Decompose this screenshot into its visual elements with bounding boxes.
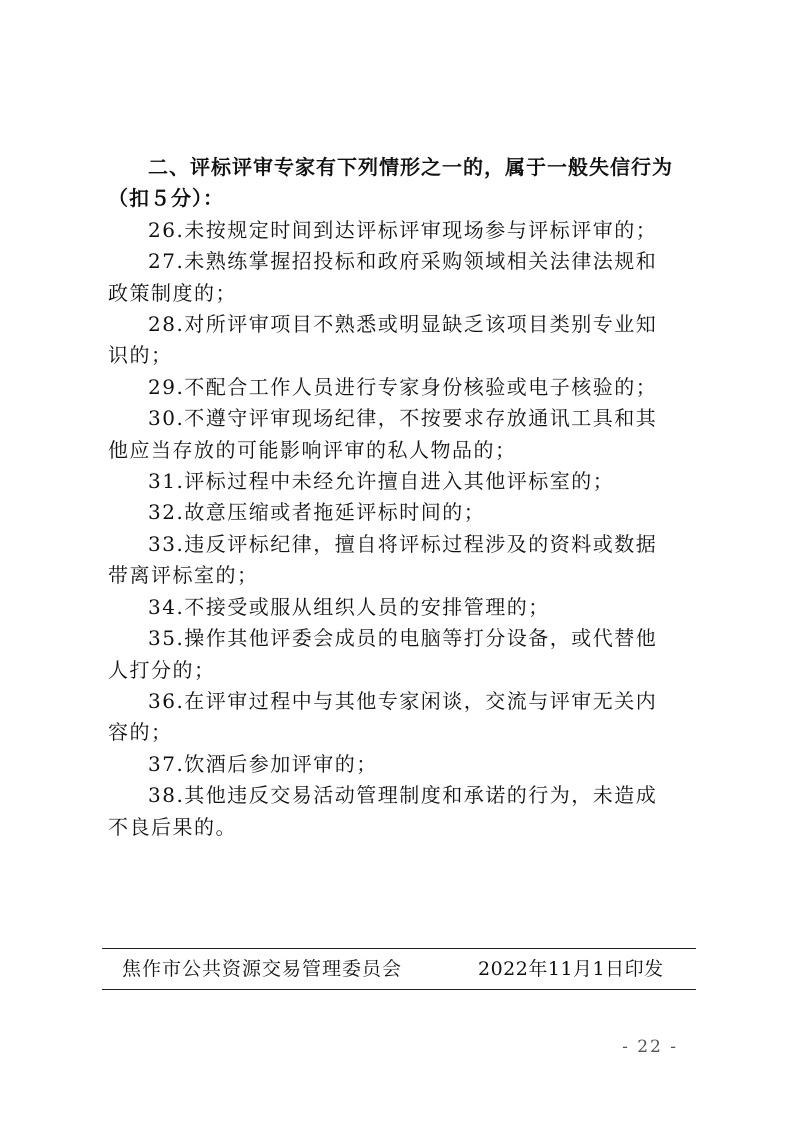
- list-item: 36.在评审过程中与其他专家闲谈，交流与评审无关内容的；: [108, 688, 658, 745]
- list-item: 27.未熟练掌握招投标和政府采购领域相关法律法规和政策制度的；: [108, 249, 658, 305]
- footer-top-rule: [102, 948, 696, 949]
- list-item: 29.不配合工作人员进行专家身份核验或电子核验的；: [148, 374, 658, 399]
- list-item: 34.不接受或服从组织人员的安排管理的；: [148, 594, 550, 619]
- list-item: 37.饮酒后参加评审的；: [148, 751, 378, 776]
- list-item: 38.其他违反交易活动管理制度和承诺的行为，未造成不良后果的。: [108, 783, 658, 839]
- list-item: 33.违反评标纪律，擅自将评标过程涉及的资料或数据带离评标室的；: [108, 531, 658, 588]
- section-heading: 二、评标评审专家有下列情形之一的，属于一般失信行为（扣５分）：: [108, 155, 673, 211]
- footer-issue-date: 2022年11月1日印发: [478, 958, 664, 980]
- list-item: 30.不遵守评审现场纪律，不按要求存放通讯工具和其他应当存放的可能影响评审的私人物品的；: [108, 406, 658, 462]
- footer-bottom-rule: [102, 989, 696, 990]
- list-item: 35.操作其他评委会成员的电脑等打分设备，或代替他人打分的；: [108, 626, 658, 682]
- page-number: - 22 -: [622, 1037, 678, 1057]
- list-item: 32.故意压缩或者拖延评标时间的；: [148, 500, 486, 525]
- list-item: 28.对所评审项目不熟悉或明显缺乏该项目类别专业知识的；: [108, 312, 658, 368]
- list-item: 26.未按规定时间到达评标评审现场参与评标评审的；: [148, 217, 658, 242]
- document-body: [108, 152, 673, 843]
- list-item: 31.评标过程中未经允许擅自进入其他评标室的；: [148, 469, 615, 494]
- footer-issuer: 焦作市公共资源交易管理委员会: [122, 958, 403, 980]
